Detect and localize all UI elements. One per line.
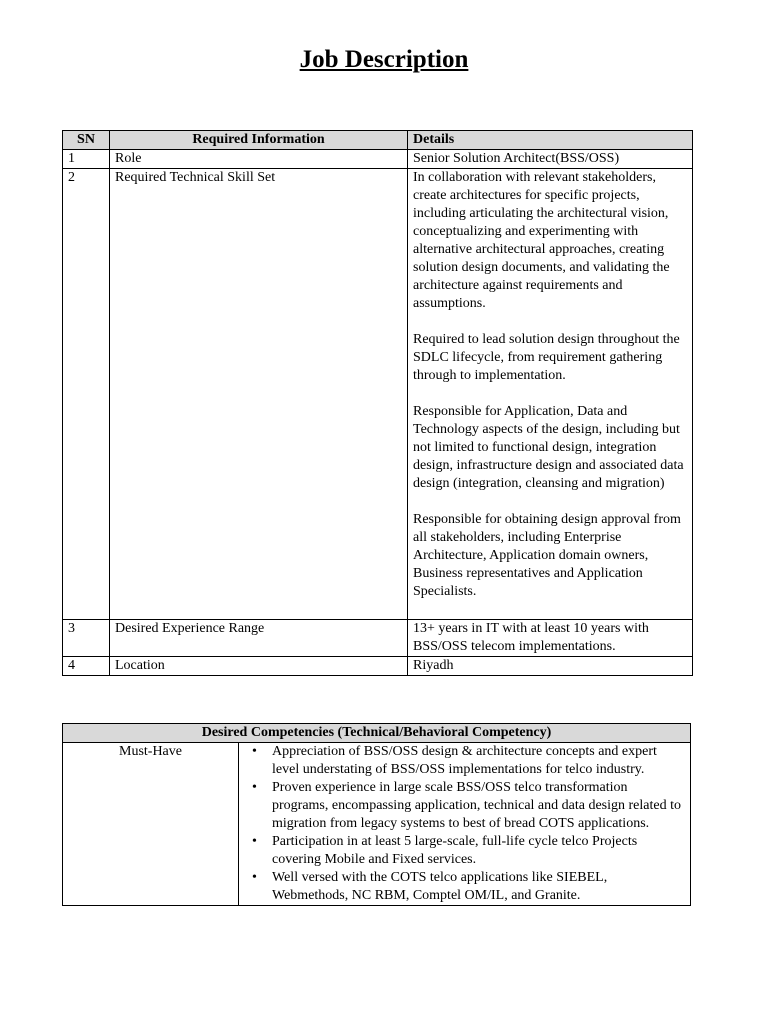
row-info: Role: [110, 150, 408, 169]
table-header-row: [63, 131, 693, 150]
row-info: Desired Experience Range: [110, 620, 408, 657]
document-title: Job Description: [299, 46, 469, 73]
row-sn: 3: [63, 620, 110, 657]
details-paragraph: In collaboration with relevant stakeholders, create architectures for specific projects, including articulating the architectural vision, conceptualizing and experimenting with alternative architectural approaches, creating solution design documents, and validating the architecture against requirements and assumptions.: [413, 170, 670, 311]
must-have-list: [244, 743, 685, 905]
row-details: [408, 169, 693, 620]
must-have-label: Must-Have: [63, 743, 239, 906]
competencies-table: [62, 723, 691, 906]
competencies-row: [63, 743, 691, 906]
table-row: [63, 169, 693, 620]
competencies-header-row: [63, 724, 691, 743]
table-row: [63, 657, 693, 676]
header-sn: SN: [63, 131, 110, 150]
list-item: • Proven experience in large scale BSS/OSS telco transformation programs, encompassing application, technical and data design related to migration from legacy systems to best of bread COTS applications.: [272, 779, 685, 833]
row-info: Required Technical Skill Set: [110, 169, 408, 620]
row-details: Senior Solution Architect(BSS/OSS): [408, 150, 693, 169]
details-paragraph: Responsible for obtaining design approval from all stakeholders, including Enterprise Architecture, Application domain owners, Business representatives and Application Specialists.: [413, 512, 681, 599]
row-sn: 4: [63, 657, 110, 676]
competencies-header: Desired Competencies (Technical/Behavioral Competency): [63, 724, 691, 743]
list-item: • Participation in at least 5 large-scale, full-life cycle telco Projects covering Mobile and Fixed services.: [272, 833, 685, 869]
list-item: • Well versed with the COTS telco applications like SIEBEL, Webmethods, NC RBM, Comptel OM/IL, and Granite.: [272, 869, 685, 905]
row-sn: 2: [63, 169, 110, 620]
row-info: Location: [110, 657, 408, 676]
row-details: Riyadh: [408, 657, 693, 676]
table-row: [63, 620, 693, 657]
header-details: Details: [408, 131, 693, 150]
header-required-information: Required Information: [110, 131, 408, 150]
list-item: • Appreciation of BSS/OSS design & architecture concepts and expert level understating of BSS/OSS implementations for telco industry.: [272, 743, 685, 779]
must-have-list-cell: [239, 743, 691, 906]
details-paragraph: Required to lead solution design throughout the SDLC lifecycle, from requirement gathering through to implementation.: [413, 332, 680, 383]
row-details: 13+ years in IT with at least 10 years with BSS/OSS telecom implementations.: [408, 620, 693, 657]
row-sn: 1: [63, 150, 110, 169]
table-row: [63, 150, 693, 169]
job-info-table: [62, 130, 693, 676]
details-paragraph: Responsible for Application, Data and Technology aspects of the design, including but not limited to functional design, integration design, infrastructure design and associated data design (integration, cleansing and migration): [413, 404, 684, 491]
